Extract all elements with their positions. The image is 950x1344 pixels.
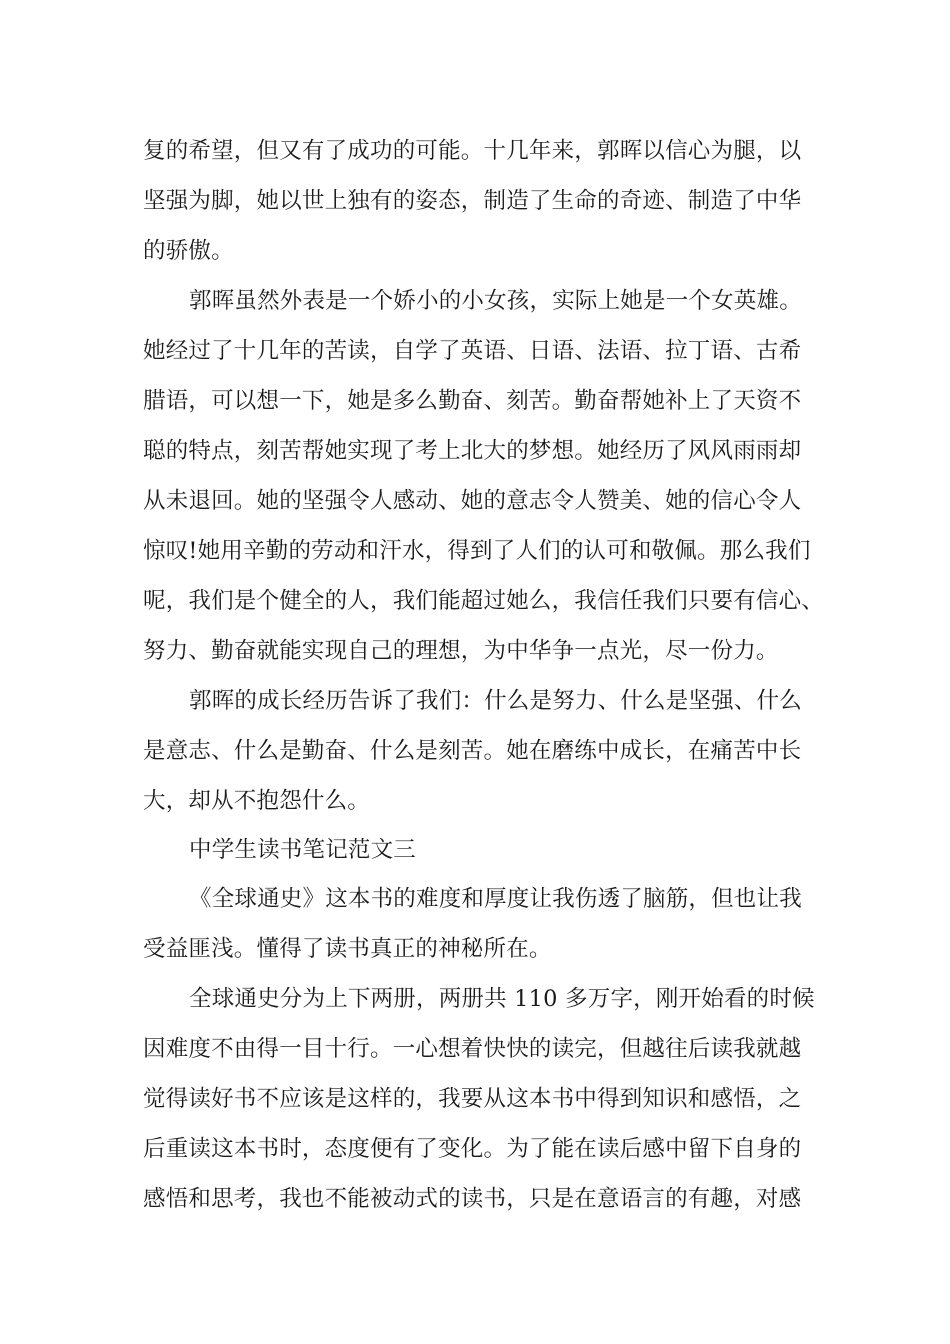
text-line-22: 感悟和思考，我也不能被动式的读书，只是在意语言的有趣，对感: [143, 1186, 802, 1212]
text-line-9: 惊叹!她用辛勤的劳动和汗水，得到了人们的认可和敬佩。那么我们: [143, 538, 811, 564]
text-line-1: 复的希望，但又有了成功的可能。十几年来，郭晖以信心为腿，以: [143, 138, 802, 164]
text-line-6: 腊语，可以想一下，她是多么勤奋、刻苦。勤奋帮她补上了天资不: [143, 388, 802, 414]
text-line-3: 的骄傲。: [143, 238, 234, 264]
text-line-17: 受益匪浅。懂得了读书真正的神秘所在。: [143, 936, 552, 962]
text-line-12: 郭晖的成长经历告诉了我们：什么是努力、什么是坚强、什么: [189, 688, 802, 714]
text-line-8: 从未退回。她的坚强令人感动、她的意志令人赞美、她的信心令人: [143, 488, 802, 514]
text-line-4: 郭晖虽然外表是一个娇小的小女孩，实际上她是一个女英雄。: [189, 288, 802, 314]
text-line-14: 大，却从不抱怨什么。: [143, 788, 371, 814]
section-heading: 中学生读书笔记范文三: [189, 837, 417, 863]
text-line-5: 她经过了十几年的苦读，自学了英语、日语、法语、拉丁语、古希: [143, 338, 802, 364]
text-line-18: 全球通史分为上下两册，两册共 110 多万字，刚开始看的时候: [189, 986, 815, 1012]
text-line-7: 聪的特点，刻苦帮她实现了考上北大的梦想。她经历了风风雨雨却: [143, 438, 802, 464]
text-line-11: 努力、勤奋就能实现自己的理想，为中华争一点光，尽一份力。: [143, 638, 779, 664]
text-line-20: 觉得读好书不应该是这样的，我要从这本书中得到知识和感悟，之: [143, 1086, 802, 1112]
text-line-13: 是意志、什么是勤奋、什么是刻苦。她在磨练中成长，在痛苦中长: [143, 738, 802, 764]
text-line-16: 《全球通史》这本书的难度和厚度让我伤透了脑筋，但也让我: [189, 886, 802, 912]
text-line-21: 后重读这本书时，态度便有了变化。为了能在读后感中留下自身的: [143, 1136, 802, 1162]
text-line-10: 呢，我们是个健全的人，我们能超过她么，我信任我们只要有信心、: [143, 588, 825, 614]
text-line-2: 坚强为脚，她以世上独有的姿态，制造了生命的奇迹、制造了中华: [143, 188, 802, 214]
text-line-19: 因难度不由得一目十行。一心想着快快的读完，但越往后读我就越: [143, 1036, 802, 1062]
